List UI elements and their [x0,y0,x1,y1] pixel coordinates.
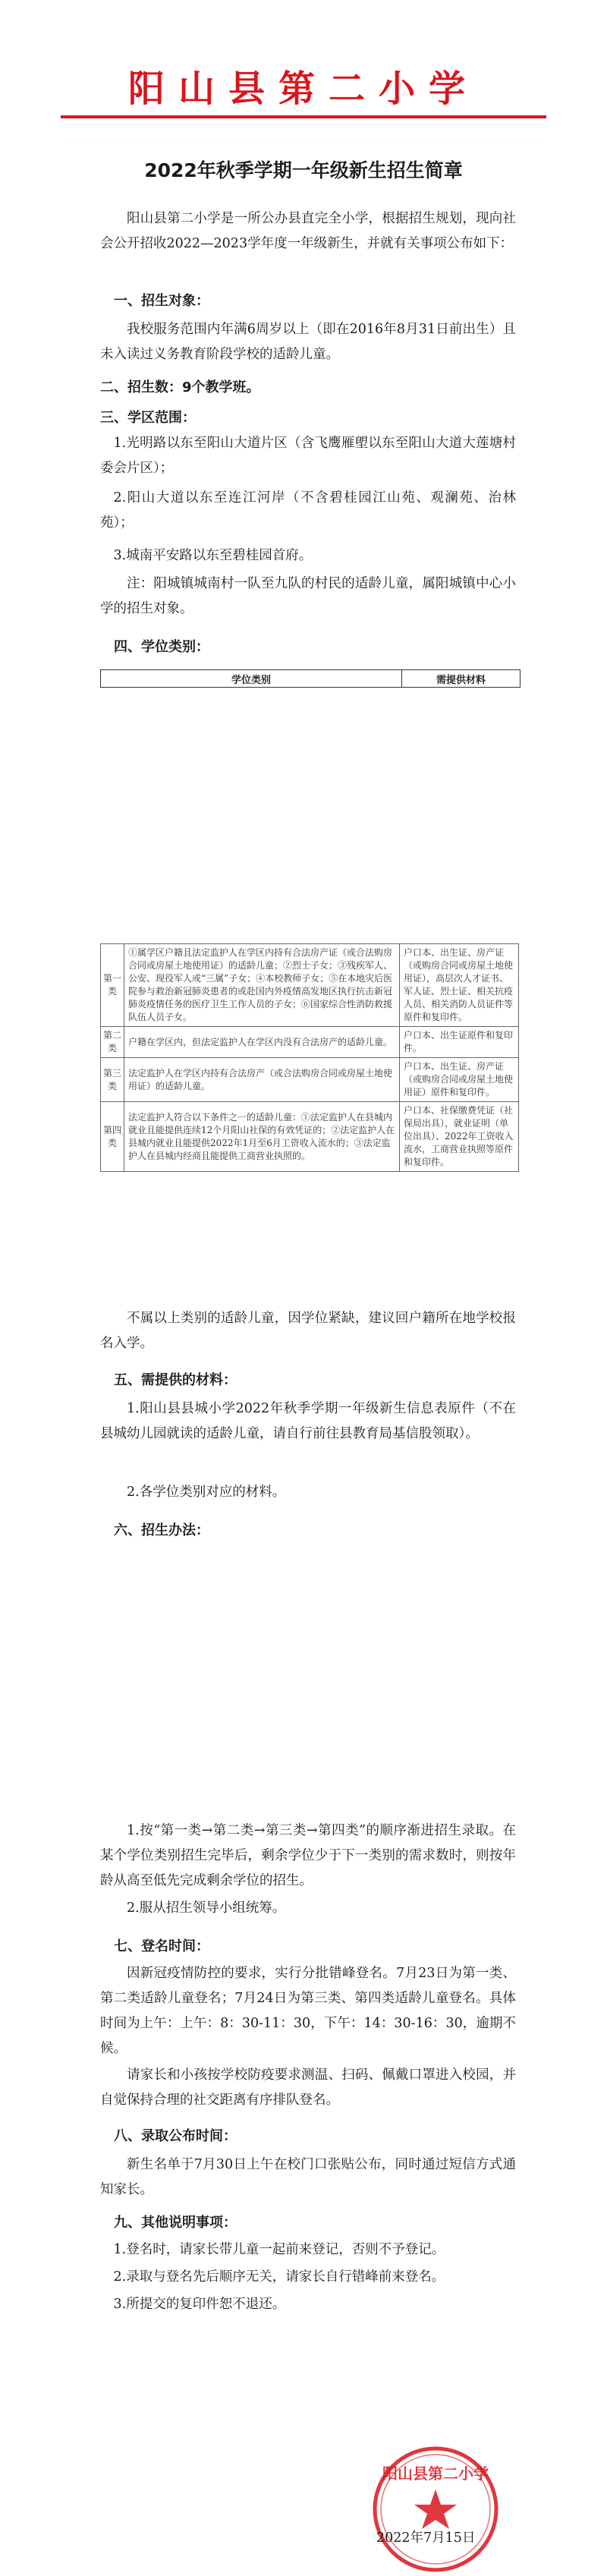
section-6-heading: 六、招生办法： [114,1523,209,1538]
table-row [101,944,519,1027]
section-8-heading: 八、录取公布时间： [114,2128,237,2144]
section-2-label: 二、招生数： [100,379,182,395]
materials-cell: 户口本、出生证原件和复印件。 [400,1027,519,1058]
section-1-heading: 一、招生对象： [114,293,209,309]
section-7-paragraph-1: 因新冠疫情防控的要求，实行分批错峰登名。7月23日为第一类、第二类适龄儿童登名；7月24日为第三类、第四类适龄儿童登名。具体时间为上午：上午：8：30-11：30，下午：14：30-16：30，逾期不候。 [100,1966,516,2056]
section-7-paragraph-2: 请家长和小孩按学校防疫要求测温、扫码、佩戴口罩进入校园，并自觉保持合理的社交距离有序排队登名。 [100,2067,516,2108]
seal-text: 阳山县第二小学 [382,2464,489,2483]
section-5-item-1: 1.阳山县县城小学2022年秋季学期一年级新生信息表原件（不在县城幼儿园就读的适龄儿童，请自行前往县教育局基信股领取）。 [100,1401,516,1441]
table-row [101,1027,519,1058]
section-5-heading: 五、需提供的材料： [114,1372,237,1388]
table-header-materials: 需提供材料 [436,674,486,686]
category-cell: 第二类 [101,1027,124,1058]
table-header [100,669,521,688]
category-cell: 第四类 [101,1102,124,1172]
intro-paragraph: 阳山县第二小学是一所公办县直完全小学，根据招生规划，现向社会公开招收2022—2023学年度一年级新生，并就有关事项公布如下： [100,211,516,251]
section-9-heading: 九、其他说明事项： [114,2215,237,2231]
section-3-item-1: 1.光明路以东至阳山大道片区（含飞鹰雁塱以东至阳山大道大莲塘村委会片区）； [100,436,516,476]
materials-cell: 户口本、社保缴费凭证（社保局出具），就业证明（单位出具）、2022年工资收入流水，工商营业执照等原件和复印件。 [400,1102,519,1172]
school-name: 阳山县第二小学 [127,68,479,110]
table-row [101,1058,519,1102]
materials-cell: 户口本、出生证、房产证（或购房合同或房屋土地使用证）原件和复印件。 [400,1058,519,1102]
section-4-heading: 四、学位类别： [114,639,209,655]
section-2-heading [100,376,260,396]
section-3-item-2: 2.阳山大道以东至连江河岸（不含碧桂园江山苑、观澜苑、治林苑）； [100,490,516,531]
section-6-item-1: 1.按“第一类→第二类→第三类→第四类”的顺序渐进招生录取。在某个学位类别招生完毕后，剩余学位少于下一类别的需求数时，则按年龄从高至低先完成剩余学位的招生。 [100,1823,516,1888]
document-date: 2022年7月15日 [376,2530,476,2546]
materials-cell: 户口本、出生证、房产证（或购房合同或房屋土地使用证），高层次人才证书、军人证、烈士证、相关抗疫人员、相关消防人员证件等原件和复印件。 [400,944,519,1027]
section-3-item-3: 3.城南平安路以东至碧桂园首府。 [113,548,313,563]
school-seal-stamp [369,2442,502,2576]
section-9-item-3: 3.所提交的复印件恕不退还。 [113,2297,286,2312]
section-9-item-1: 1.登名时，请家长带儿童一起前来登记，否则不予登记。 [113,2242,445,2257]
section-3-heading: 三、学区范围： [100,410,196,426]
category-table [100,943,519,1172]
condition-cell: ①属学区户籍且法定监护人在学区内持有合法房产证（或合法购房合同或房屋土地使用证）的适龄儿童；②烈士子女；③残疾军人、公安、现役军人或“三属”子女；④本校教师子女；⑤在本地灾后医院参与救治新冠肺炎患者的或赴国内外疫情高发地区执行抗击新冠肺炎疫情任务的医疗卫生工作人员的子女；⑥国家综合性消防救援队伍人员子女。 [124,944,400,1027]
section-2-value: 9个教学班。 [182,379,260,395]
section-8-text: 新生名单于7月30日上午在校门口张贴公布，同时通过短信方式通知家长。 [100,2157,516,2197]
table-footnote: 不属以上类别的适龄儿童，因学位紧缺，建议回户籍所在地学校报名入学。 [100,1311,516,1351]
section-9-item-2: 2.录取与登名先后顺序无关，请家长自行错峰前来登名。 [113,2269,445,2285]
section-5-item-2: 2.各学位类别对应的材料。 [127,1485,286,1500]
table-header-category: 学位类别 [101,670,402,687]
condition-cell: 法定监护人在学区内持有合法房产（或合法购房合同或房屋土地使用证）的适龄儿童。 [124,1058,400,1102]
condition-cell: 户籍在学区内，但法定监护人在学区内没有合法房产的适龄儿童。 [124,1027,400,1058]
document-title: 2022年秋季学期一年级新生招生简章 [144,159,463,181]
category-cell: 第三类 [101,1058,124,1102]
red-divider [61,115,546,118]
table-row [101,1102,519,1172]
condition-cell: 法定监护人符合以下条件之一的适龄儿童：①法定监护人在县城内就业且能提供连续12个月阳山社保的有效凭证的；②法定监护人在县城内就业且能提供2022年1月至6月工资收入流水的；③法定监护人在县城内经商且能提供工商营业执照的。 [124,1102,400,1172]
section-3-note: 注：阳城镇城南村一队至九队的村民的适龄儿童，属阳城镇中心小学的招生对象。 [100,576,516,616]
section-6-item-2: 2.服从招生领导小组统筹。 [127,1901,286,1916]
category-cell: 第一类 [101,944,124,1027]
section-7-heading: 七、登名时间： [114,1938,209,1954]
section-1-text: 我校服务范围内年满6周岁以上（即在2016年8月31日前出生）且未入读过义务教育阶段学校的适龄儿童。 [100,322,516,362]
